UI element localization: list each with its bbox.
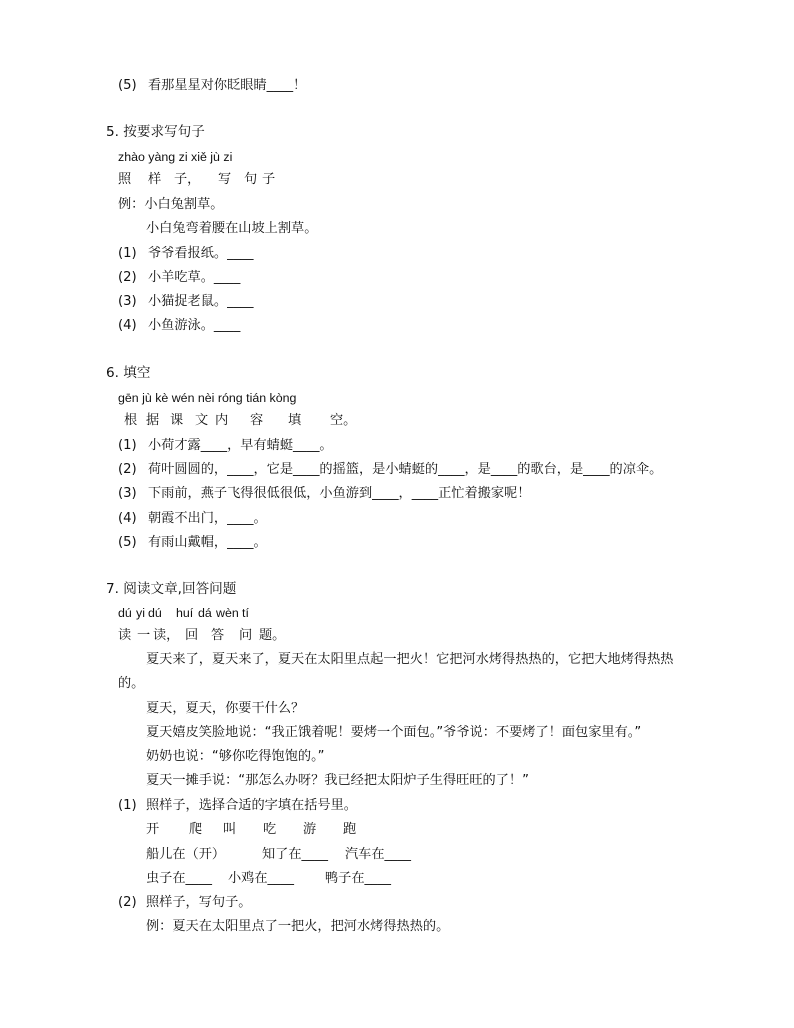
hanzi-char: 题。	[259, 628, 286, 643]
hanzi-line	[118, 171, 275, 189]
passage-text: 夏天，夏天，你要干什么？	[146, 701, 305, 716]
hanzi-char: 照	[118, 172, 132, 187]
pinyin-syllable: wèn	[216, 606, 239, 620]
pinyin-syllable: yi	[136, 606, 145, 620]
hanzi-char: 回	[185, 628, 199, 643]
question-text: 小鱼游泳。____	[148, 318, 241, 333]
item-number: (2)	[118, 270, 137, 285]
question-text: 下雨前，燕子飞得很低很低，小鱼游到____，____正忙着搬家呢！	[148, 486, 531, 501]
item-number: (3)	[118, 294, 137, 309]
hanzi-char: 文	[195, 413, 209, 428]
hanzi-char: 问	[239, 628, 253, 643]
fill-item: 知了在____	[262, 847, 328, 862]
fill-item: 汽车在____	[345, 847, 411, 862]
choice-char: 开	[146, 822, 160, 837]
hanzi-char: 一	[137, 628, 151, 643]
pinyin-line	[118, 604, 249, 622]
hanzi-char: 课	[170, 413, 184, 428]
item-number: (3)	[118, 486, 137, 501]
question-title: 7. 阅读文章,回答问题	[106, 581, 237, 597]
hanzi-line	[118, 627, 285, 645]
choice-char: 叫	[223, 822, 237, 837]
hanzi-char: 写	[218, 172, 232, 187]
fill-item: 鸭子在____	[325, 871, 391, 886]
passage-text: 奶奶也说：“够你吃得饱饱的。”	[146, 749, 325, 764]
hanzi-line	[124, 412, 356, 430]
hanzi-char: 容	[250, 413, 264, 428]
choice-char: 爬	[189, 822, 203, 837]
question-text: 看那星星对你眨眼睛____！	[148, 78, 307, 93]
character-choices	[146, 821, 356, 839]
item-number: (4)	[118, 318, 137, 333]
fill-item: 虫子在____	[146, 871, 212, 886]
hanzi-char: 内	[215, 413, 229, 428]
passage-text: 的。	[118, 676, 145, 691]
question-text: 小猫捉老鼠。____	[148, 294, 254, 309]
question-title: 6. 填空	[106, 365, 151, 381]
item-number: (2)	[118, 895, 137, 910]
hanzi-char: 子	[262, 172, 276, 187]
hanzi-char: 据	[146, 413, 160, 428]
hanzi-char: 句	[244, 172, 258, 187]
question-text: 小羊吃草。____	[148, 270, 241, 285]
question-text: 有雨山戴帽，____。	[148, 535, 267, 550]
question-text: 照样子，写句子。	[146, 895, 252, 910]
pinyin-syllable: huí	[176, 606, 194, 620]
item-number: (1)	[118, 798, 137, 813]
hanzi-char: 空。	[330, 413, 357, 428]
hanzi-char: 读	[118, 628, 132, 643]
item-number: (5)	[118, 535, 137, 550]
fill-item: 船儿在（开）	[146, 847, 226, 862]
item-number: (1)	[118, 246, 137, 261]
hanzi-char: 答	[211, 628, 225, 643]
item-number: (4)	[118, 511, 137, 526]
question-text: 爷爷看报纸。____	[148, 246, 254, 261]
question-title: 5. 按要求写句子	[106, 124, 205, 140]
passage-text: 夏天一摊手说：“那怎么办呀？我已经把太阳炉子生得旺旺的了！”	[146, 773, 529, 788]
pinyin-line: gēn jù kè wén nèi róng tián kòng	[118, 391, 297, 405]
pinyin-line: zhào yàng zi xiě jù zi	[118, 150, 233, 164]
question-text: 朝霞不出门，____。	[148, 511, 267, 526]
example-label: 例：小白兔割草。	[118, 197, 224, 212]
passage-text: 夏天嬉皮笑脸地说：“我正饿着呢！要烤一个面包。”爷爷说：不要烤了！面包家里有。”	[146, 725, 642, 740]
pinyin-syllable: dá	[198, 606, 212, 620]
question-text: 照样子，选择合适的字填在括号里。	[146, 798, 357, 813]
example-sentence: 例：夏天在太阳里点了一把火，把河水烤得热热的。	[146, 919, 450, 934]
fill-item: 小鸡在____	[228, 871, 294, 886]
item-number: (1)	[118, 438, 137, 453]
pinyin-syllable: tí	[242, 606, 249, 620]
choice-char: 游	[303, 822, 317, 837]
item-number: (2)	[118, 462, 137, 477]
item-number: (5)	[118, 78, 137, 93]
choice-char: 跑	[343, 822, 357, 837]
hanzi-char: 子，	[174, 172, 201, 187]
hanzi-char: 读，	[153, 628, 180, 643]
choice-char: 吃	[263, 822, 277, 837]
pinyin-syllable: dú	[148, 606, 162, 620]
hanzi-char: 样	[148, 172, 162, 187]
example-answer: 小白兔弯着腰在山坡上割草。	[146, 221, 318, 236]
question-text: 小荷才露____，早有蜻蜓____。	[148, 438, 333, 453]
hanzi-char: 填	[288, 413, 302, 428]
hanzi-char: 根	[124, 413, 138, 428]
question-text: 荷叶圆圆的，____，它是____的摇篮，是小蜻蜓的____，是____的歌台，是____的凉伞。	[148, 462, 663, 477]
passage-text: 夏天来了，夏天来了，夏天在太阳里点起一把火！它把河水烤得热热的，它把大地烤得热热	[146, 652, 674, 667]
pinyin-syllable: dú	[118, 606, 132, 620]
